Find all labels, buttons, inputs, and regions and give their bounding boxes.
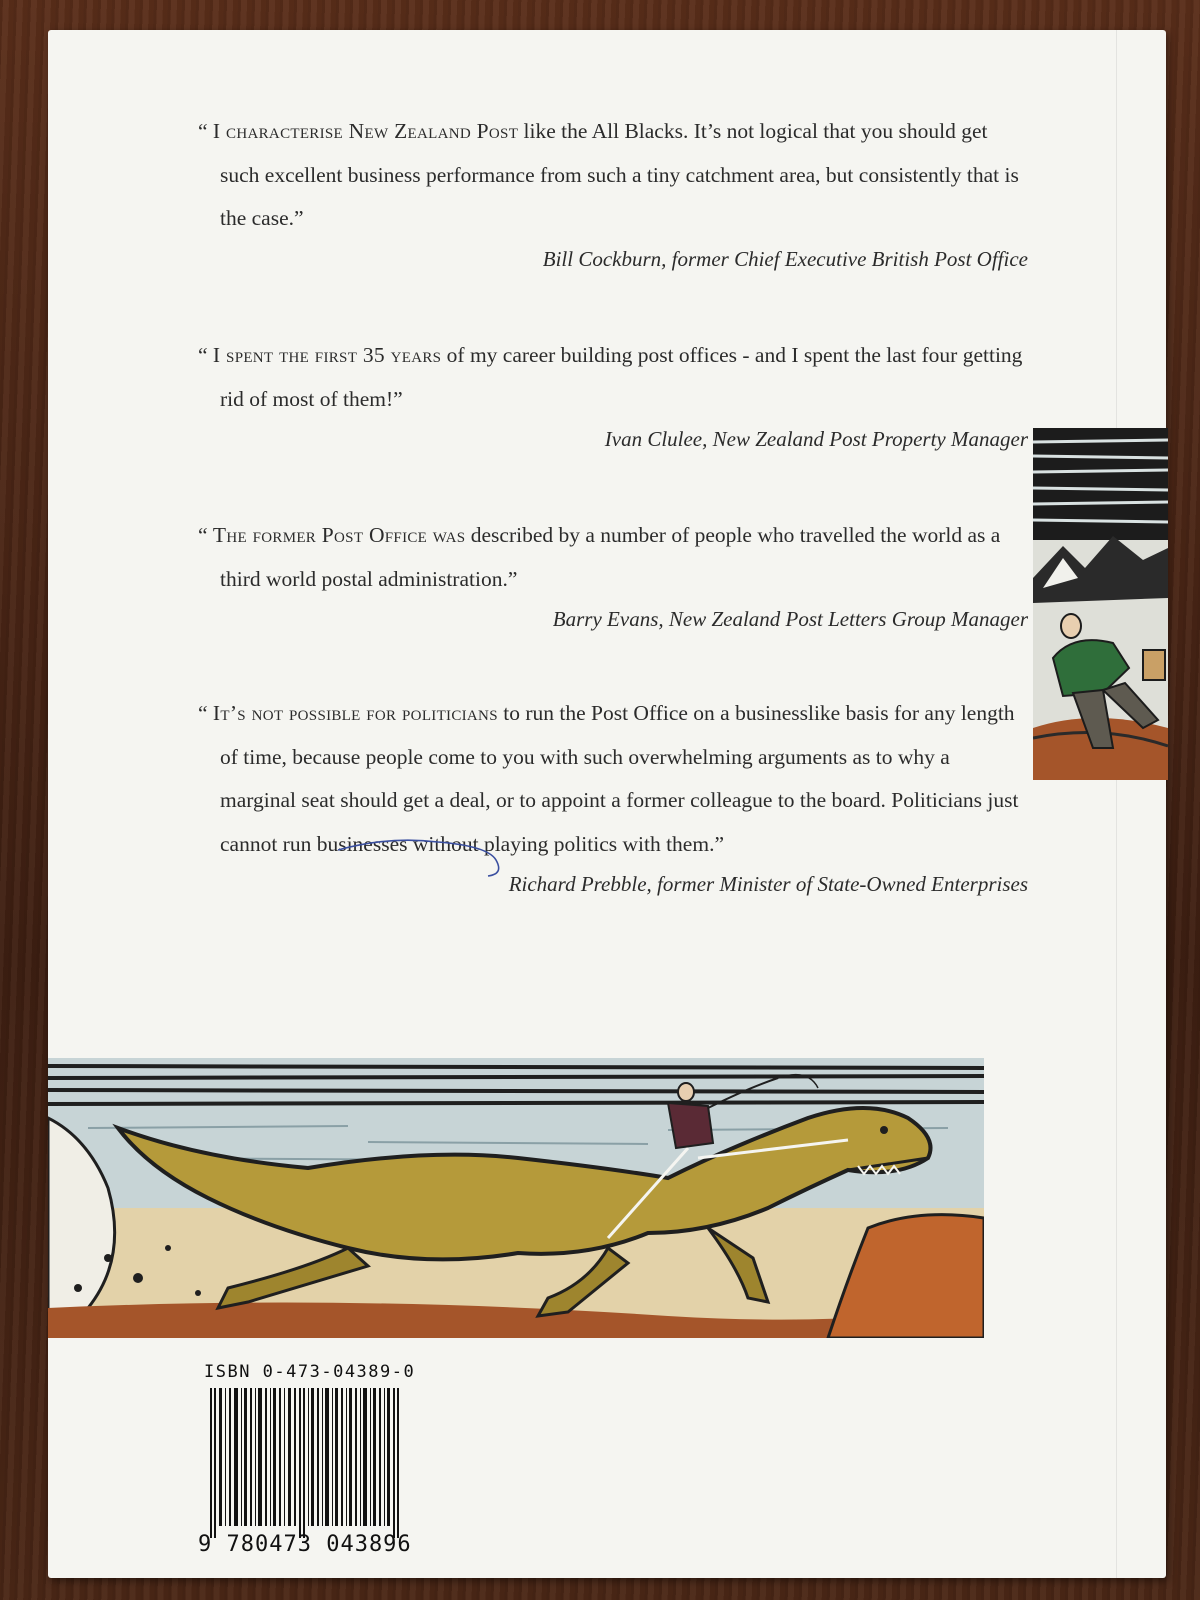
- quote-block: [198, 110, 1028, 272]
- quote-lead: I characterise New Zealand Post: [212, 119, 519, 143]
- quote-block: [198, 334, 1028, 452]
- quote-attribution: Ivan Clulee, New Zealand Post Property Manager: [604, 427, 1028, 451]
- dinosaur-illustration: [48, 1058, 984, 1338]
- isbn-label: ISBN 0-473-04389-0: [204, 1362, 416, 1382]
- quote-attribution: Richard Prebble, former Minister of State-Owned Enterprises: [508, 872, 1028, 896]
- cover-fold-line: [1116, 30, 1117, 1578]
- quote-text: “ I characterise New Zealand Post like the All Blacks. It’s not logical that you should get such excellent business performance from such a tiny catchment area, but consistently that is the case.”: [198, 119, 1019, 230]
- quote-lead: It’s not possible for politicians: [212, 701, 498, 725]
- pen-scribble: [328, 830, 528, 890]
- book-back-cover: [48, 30, 1166, 1578]
- quote-block: [198, 692, 1028, 897]
- quote-text: “ I spent the first 35 years of my career building post offices - and I spent the last four getting rid of most of them!”: [198, 343, 1023, 411]
- quote-body: to run the Post Office on a businesslike basis for any length of time, because people come to you with such overwhelming arguments as to why a marginal seat should get a deal, or to appoint a former colleague to the board. Politicians just cannot run businesses without playing politics with them.”: [220, 701, 1019, 856]
- quote-attribution: Barry Evans, New Zealand Post Letters Group Manager: [552, 607, 1028, 631]
- quote-text: “ It’s not possible for politicians to run the Post Office on a businesslike basis for any length of time, because people come to you with such overwhelming arguments as to why a marginal seat should get a deal, or to appoint a former colleague to the board. Politicians just cannot run businesses without playing politics with them.”: [198, 701, 1019, 856]
- quote-block: [198, 514, 1028, 632]
- quote-body: of my career building post offices - and I spent the last four getting rid of most of them!”: [220, 343, 1023, 411]
- quote-lead: The former Post Office was: [212, 523, 466, 547]
- quote-body: described by a number of people who travelled the world as a third world postal administration.”: [220, 523, 1001, 591]
- barcode-area: [198, 1362, 418, 1557]
- ean-digits: 9 780473 043896: [198, 1532, 412, 1557]
- quote-text: “ The former Post Office was described by a number of people who travelled the world as a third world postal administration.”: [198, 523, 1001, 591]
- barcode: [198, 1388, 410, 1538]
- quote-body: like the All Blacks. It’s not logical that you should get such excellent business performance from such a tiny catchment area, but consistently that is the case.”: [220, 119, 1019, 230]
- quote-lead: I spent the first 35 years: [212, 343, 442, 367]
- quote-attribution: Bill Cockburn, former Chief Executive British Post Office: [542, 246, 1028, 271]
- side-illustration: [1033, 428, 1168, 780]
